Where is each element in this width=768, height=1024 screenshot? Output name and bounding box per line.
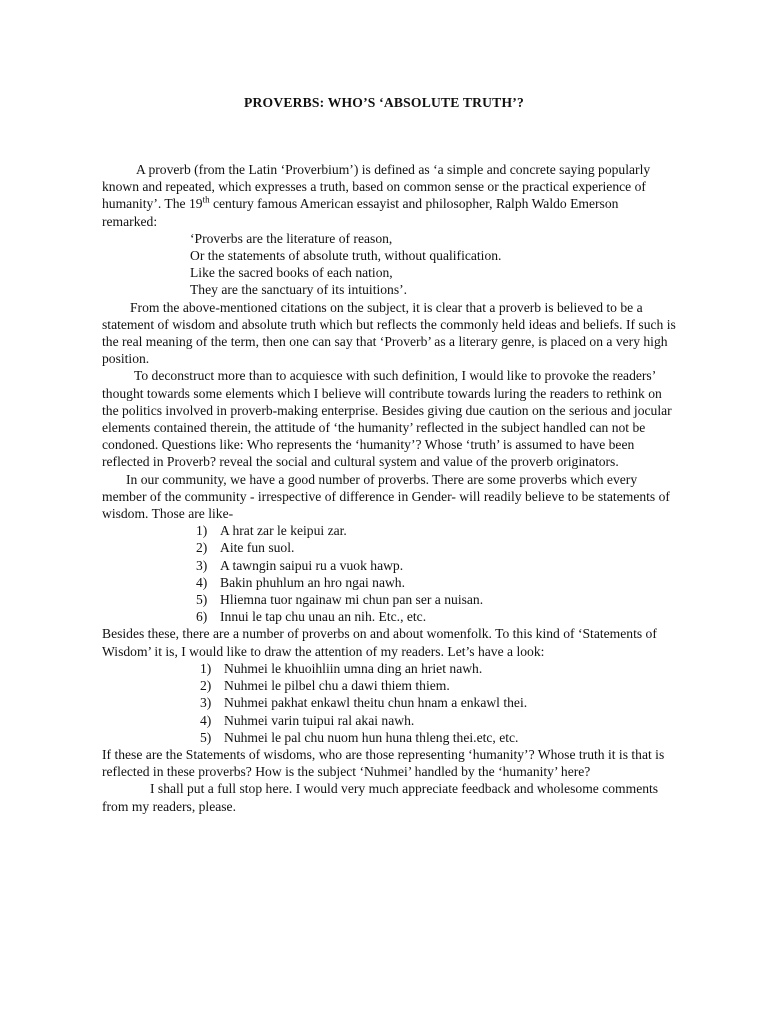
quote-line: ‘Proverbs are the literature of reason, (190, 230, 393, 246)
list-number: 4) (196, 574, 208, 590)
emerson-quote (102, 230, 676, 299)
article-body (102, 161, 676, 815)
paragraph-closing: I shall put a full stop here. I would very much appreciate feedback and wholesome comments from my readers, please. (102, 781, 659, 814)
paragraph-text: century famous American essayist and philosopher, Ralph Waldo Emerson remarked: (102, 196, 619, 229)
list-text: Nuhmei pakhat enkawl theitu chun hnam a enkawl thei. (224, 695, 528, 711)
list-text: A hrat zar le keipui zar. (220, 523, 347, 539)
paragraph-text: A proverb (from the Latin ‘Proverbium’) is defined as ‘a simple and concrete saying popularly known and repeated, which expresses a truth, based on common sense or the practical experience of humanity’. The 19 (102, 162, 651, 212)
list-item (102, 660, 676, 677)
paragraph-questions: If these are the Statements of wisdoms, who are those representing ‘humanity’? Whose truth it is that is reflected in these proverbs? How is the subject ‘Nuhmei’ handled by the ‘humanity’ here? (102, 746, 665, 780)
list-text: Aite fun suol. (220, 540, 295, 556)
proverb-list-general (102, 522, 676, 625)
list-item (102, 608, 676, 625)
list-text: Bakin phuhlum an hro ngai nawh. (220, 574, 405, 590)
list-text: Innui le tap chu unau an nih. Etc., etc. (220, 609, 427, 625)
proverb-list-women (102, 660, 676, 746)
list-text: Nuhmei le pilbel chu a dawi thiem thiem. (224, 678, 450, 694)
list-number: 5) (200, 729, 212, 745)
list-number: 1) (196, 523, 208, 539)
paragraph-citations: From the above-mentioned citations on the subject, it is clear that a proverb is believed to be a statement of wisdom and absolute truth which but reflects the commonly held ideas and beliefs. If such is the real meaning of the term, then one can say that ‘Proverb’ as a literary genre, is placed on a very high position. (102, 299, 676, 367)
list-item (102, 694, 676, 711)
list-number: 2) (196, 540, 208, 556)
list-item (102, 712, 676, 729)
quote-line: Like the sacred books of each nation, (190, 265, 393, 281)
list-item (102, 557, 676, 574)
list-number: 5) (196, 592, 208, 608)
list-number: 6) (196, 609, 208, 625)
list-number: 2) (200, 678, 212, 694)
paragraph-womenfolk: Besides these, there are a number of proverbs on and about womenfolk. To this kind of ‘Statements of Wisdom’ it is, I would like to draw the attention of my readers. Let’s have a look: (102, 626, 657, 659)
list-text: Hliemna tuor ngainaw mi chun pan ser a nuisan. (220, 592, 484, 608)
list-item (102, 522, 676, 539)
paragraph-definition (102, 161, 676, 230)
list-item (102, 677, 676, 694)
list-number: 4) (200, 712, 212, 728)
list-number: 3) (196, 557, 208, 573)
paragraph-deconstruct: To deconstruct more than to acquiesce with such definition, I would like to provoke the readers’ thought towards some elements which I believe will contribute towards luring the readers to rethink on the politics involved in proverb-making enterprise. Besides giving due caution on the serious and jocular elements contained therein, the attitude of ‘the humanity’ reflected in the subject handled can not be condoned. Questions like: Who represents the ‘humanity’? Whose ‘truth’ is assumed to have been reflected in Proverb? reveal the social and cultural system and value of the proverb originators. (102, 368, 672, 470)
list-item (102, 539, 676, 556)
list-text: Nuhmei le khuoihliin umna ding an hriet nawh. (224, 660, 483, 676)
list-number: 3) (200, 695, 212, 711)
superscript: th (202, 194, 210, 205)
list-item (102, 574, 676, 591)
quote-line: Or the statements of absolute truth, without qualification. (190, 248, 502, 264)
paragraph-community: In our community, we have a good number of proverbs. There are some proverbs which every member of the community - irrespective of difference in Gender- will readily believe to be statements of wisdom. Those are like- (102, 471, 670, 522)
list-text: A tawngin saipui ru a vuok hawp. (220, 557, 404, 573)
list-text: Nuhmei varin tuipui ral akai nawh. (224, 712, 415, 728)
page-title: PROVERBS: WHO’S ‘ABSOLUTE TRUTH’? (244, 95, 524, 110)
list-item (102, 591, 676, 608)
list-item (102, 729, 676, 746)
quote-line: They are the sanctuary of its intuitions’. (190, 282, 408, 298)
list-text: Nuhmei le pal chu nuom hun huna thleng thei.etc, etc. (224, 729, 519, 745)
list-number: 1) (200, 660, 212, 676)
